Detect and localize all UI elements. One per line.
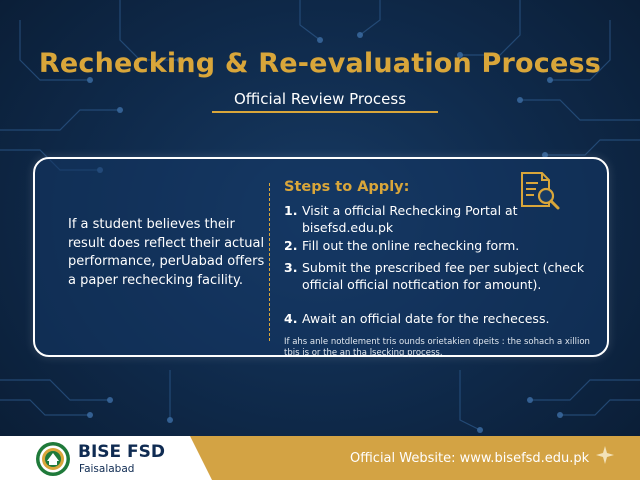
step-number: 3. [284,260,298,275]
page-subtitle: Official Review Process [233,90,407,108]
step-1 [284,203,594,236]
brand-name: BISE FSD [78,442,166,462]
card-divider [269,183,270,341]
step-3 [284,260,594,293]
intro-text: If a student believes their result does reflect their actual performance, perUabad offers a paper rechecking facility. [68,217,265,288]
step-number: 2. [284,238,298,253]
fine-print-note: If ahs anle notdlement tris ounds orietakien dpeits : the sohach a xillion tbis is or the an tha lsecking process. [284,337,590,358]
step-text: Fill out the online rechecking form. [302,238,520,253]
subtitle-underline [212,111,438,113]
brand-city: Faisalabad [79,463,135,475]
step-number: 4. [284,311,298,326]
step-text: Visit a official Rechecking Portal at bisefsd.edu.pk [302,203,518,235]
step-text: Await an official date for the rechecess. [302,311,550,326]
official-website-link[interactable]: Official Website: www.bisefsd.edu.pk [350,451,590,466]
sparkle-icon [596,446,614,464]
step-text: Submit the prescribed fee per subject (check official official notfication for amount). [302,260,585,292]
steps-heading: Steps to Apply: [284,179,410,195]
page-title: Rechecking & Re-evaluation Process [38,48,602,79]
bise-seal-logo [35,441,71,477]
step-2 [284,238,594,255]
step-number: 1. [284,203,298,218]
step-4 [284,311,594,328]
